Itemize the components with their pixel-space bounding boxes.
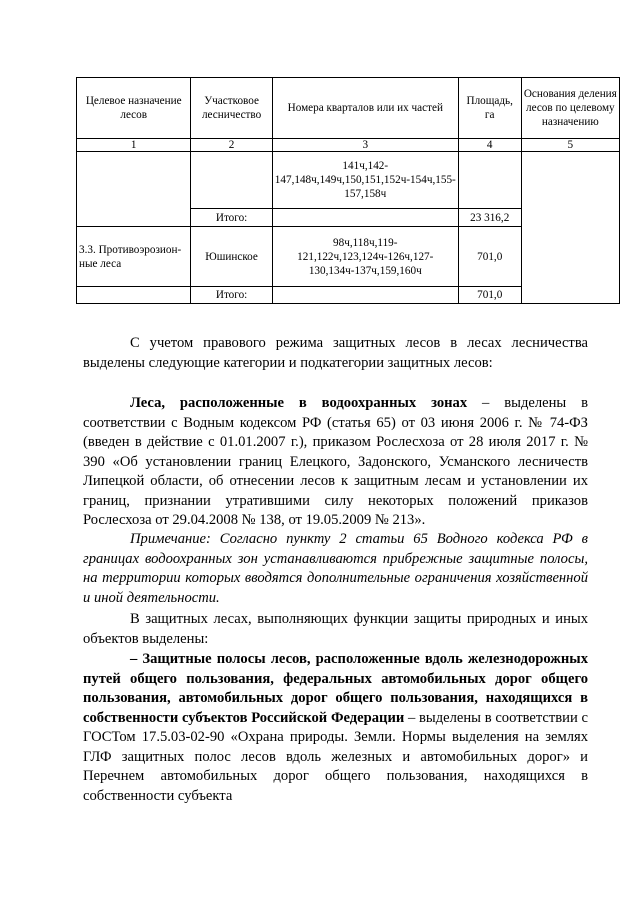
protection-intro-paragraph: В защитных лесах, выполняющих функции защиты природных и иных объектов выделены: xyxy=(83,611,588,647)
note-paragraph: Примечание: Согласно пункту 2 статьи 65 Водного кодекса РФ в границах водоохранных зон устанавливаются прибрежные защитные полосы, на территории которых вводятся дополнительные ограничения хозяйственной и иной деятельности. xyxy=(83,531,588,606)
table-row xyxy=(77,152,620,209)
district-cell: Юшинское xyxy=(191,227,272,287)
water-zone-heading: Леса, расположенные в водоохранных зонах xyxy=(130,395,468,411)
purpose-cell xyxy=(77,152,191,227)
header-district: Участковое лесничество xyxy=(191,78,272,139)
water-zone-paragraph xyxy=(83,394,588,531)
district-cell: Итого: xyxy=(191,287,272,304)
purpose-cell xyxy=(77,287,191,304)
header-basis: Основания деления лесов по целевому назначению xyxy=(521,78,619,139)
quarters-cell: 98ч,118ч,119-121,122ч,123,124ч-126ч,127-130,134ч-137ч,159,160ч xyxy=(272,227,458,287)
quarters-cell xyxy=(272,287,458,304)
protection-strips-paragraph xyxy=(83,650,588,806)
basis-cell xyxy=(521,152,619,304)
district-cell xyxy=(191,152,272,209)
area-cell xyxy=(458,152,521,209)
column-number: 4 xyxy=(458,139,521,152)
header-purpose: Целевое назначение лесов xyxy=(77,78,191,139)
table-header-row xyxy=(77,78,620,139)
column-number: 1 xyxy=(77,139,191,152)
quarters-cell xyxy=(272,209,458,227)
quarters-cell: 141ч,142-147,148ч,149ч,150,151,152ч-154ч,155-157,158ч xyxy=(272,152,458,209)
district-cell: Итого: xyxy=(191,209,272,227)
column-number-row xyxy=(77,139,620,152)
intro-paragraph: С учетом правового режима защитных лесов в лесах лесничества выделены следующие категории и подкатегории защитных лесов: xyxy=(83,335,588,371)
protection-strips-heading: – Защитные полосы лесов, расположенные вдоль железнодорожных путей общего пользования, федеральных автомобильных дорог общего пользования, автомобильных дорог общего пользования, находящихся в собственности субъектов Российской Федерации xyxy=(83,651,588,726)
column-number: 5 xyxy=(521,139,619,152)
area-cell: 701,0 xyxy=(458,227,521,287)
forest-purpose-table xyxy=(76,77,620,304)
protection-strips-text: – выделены в соответствии с ГОСТом 17.5.03-02-90 «Охрана природы. Земли. Нормы выделения на землях ГЛФ защитных полос лесов вдоль железных и автомобильных дорог» и Перечнем автомобильных дорог общего пользования, находящихся в собственности субъекта xyxy=(83,709,588,804)
water-zone-text: – выделены в соответствии с Водным кодексом РФ (статья 65) от 03 июня 2006 г. № 74-ФЗ (введен в действие с 01.01.2007 г.), приказом Рослесхоза от 28 июля 2017 г. № 390 «Об установлении границ Елецкого, Задонского, Усманского лесничеств Липецкой области, об отнесении лесов к защитным лесам и установлении их границ, признании утратившими силу некоторых положений приказов Рослесхоза от 29.04.2008 № 138, от 19.05.2009 № 213». xyxy=(83,395,589,528)
header-area: Площадь, га xyxy=(458,78,521,139)
purpose-cell: 3.3. Противоэрозион-ные леса xyxy=(77,227,191,287)
column-number: 3 xyxy=(272,139,458,152)
header-quarters: Номера кварталов или их частей xyxy=(272,78,458,139)
column-number: 2 xyxy=(191,139,272,152)
area-cell: 23 316,2 xyxy=(458,209,521,227)
area-cell: 701,0 xyxy=(458,287,521,304)
